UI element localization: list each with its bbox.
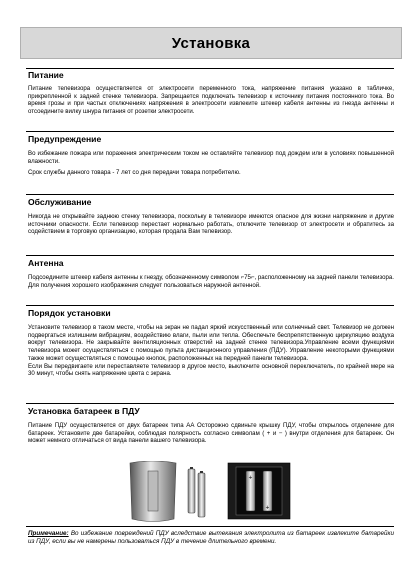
section-divider <box>26 526 394 527</box>
section-remote-batteries <box>28 406 394 445</box>
section-divider <box>26 403 394 404</box>
battery-icon <box>198 471 205 517</box>
section-paragraph: Установите телевизор в таком месте, чтобы на экран не падал яркий искусственный или солнечный свет. Телевизор не должен подвергаться излишним вибрациям, воздействию влаги, пыли или тепла. Обеспечьте беспрепятственную циркуляцию воздуха вокруг телевизора. Не закрывайте вентиляционных отверстий на задней стенке телевизора.Управление всеми функциями телевизора может осуществляться с помощью пульта дистанционного управления (ПДУ). Управление некоторыми функциями также может осуществляться с помощью кнопок, расположенных на передней панели телевизора. <box>28 324 394 362</box>
section-paragraph: Никогда не открывайте заднюю стенку телевизора, поскольку в телевизоре имеются опасное для жизни напряжение и другие источники опасности. Если телевизор перестает нормально работать, отключите телевизор от электросети и обратитесь за содействием в торговую организацию, которая продала Вам телевизор. <box>28 213 394 236</box>
section-heading: Антенна <box>28 258 64 268</box>
section-heading: Обслуживание <box>28 197 92 207</box>
section-paragraph: Если Вы передвигаете или переставляете телевизор в другое место, выключите основной переключатель, по крайней мере на 30 минут, чтобы снять напряжение цвета с экрана. <box>28 362 394 378</box>
section-paragraph: Питание ПДУ осуществляется от двух батареек типа АА Осторожно сдвиньте крышку ПДУ, чтобы открылось отделение для батареек. Установите две батарейки, соблюдая полярность согласно символам ( + и − ) внутри отделения для батареек. Он может немного отличаться от вида панели вашего телевизора. <box>28 422 394 445</box>
section-paragraph: Срок службы данного товара - 7 лет со дня передачи товара потребителю. <box>28 169 241 177</box>
section-paragraph: Подсоедините штекер кабеля антенны к гнезду, обозначенному символом ⌐75⌐, расположенному на задней панели телевизора. Для получения хорошего изображения следует пользоваться наружной антенной. <box>28 274 394 289</box>
svg-text:+: + <box>265 505 270 511</box>
note-label: Примечание: <box>28 530 69 537</box>
battery-compartment-icon <box>228 463 290 519</box>
section-warning <box>28 134 394 177</box>
section-installation-order <box>28 308 394 378</box>
svg-text:+: + <box>248 475 253 481</box>
section-antenna <box>28 258 394 289</box>
note-text: Во избежание повреждений ПДУ вследствие вытекания электролита из батареек извлеките батарейки из ПДУ, если вы не намерены пользоваться ПДУ в течение длительного времени. <box>28 530 394 545</box>
section-divider <box>26 194 394 195</box>
section-power <box>28 70 394 116</box>
page-title-bar <box>20 27 402 59</box>
section-divider <box>26 131 394 132</box>
section-divider <box>26 305 394 306</box>
section-heading: Установка батареек в ПДУ <box>28 406 140 416</box>
remote-control-icon <box>130 461 176 522</box>
section-maintenance <box>28 197 394 236</box>
section-heading: Предупреждение <box>28 134 102 144</box>
page-title: Установка <box>171 34 251 52</box>
section-paragraph: Во избежание пожара или поражения электрическим током не оставляйте телевизор под дождем или в условиях повышенной влажности. <box>28 150 394 165</box>
battery-installation-figure <box>118 461 308 523</box>
battery-icon <box>188 467 195 513</box>
section-paragraph: Питание телевизора осуществляется от электросети переменного тока, напряжение питания указано в табличке, прикрепленной к задней стенке телевизора. Запрещается подключать телевизор к источнику питания постоянного тока. Во время грозы и при частых отключениях напряжения в электросети извлеките штекер кабеля антенны из гнезда антенны и отсоедините вилку шнура питания от розетки электросети. <box>28 85 394 116</box>
battery-note <box>28 530 394 546</box>
section-heading: Питание <box>28 70 64 80</box>
section-heading: Порядок установки <box>28 308 111 318</box>
section-divider <box>26 68 394 69</box>
section-divider <box>26 255 394 256</box>
